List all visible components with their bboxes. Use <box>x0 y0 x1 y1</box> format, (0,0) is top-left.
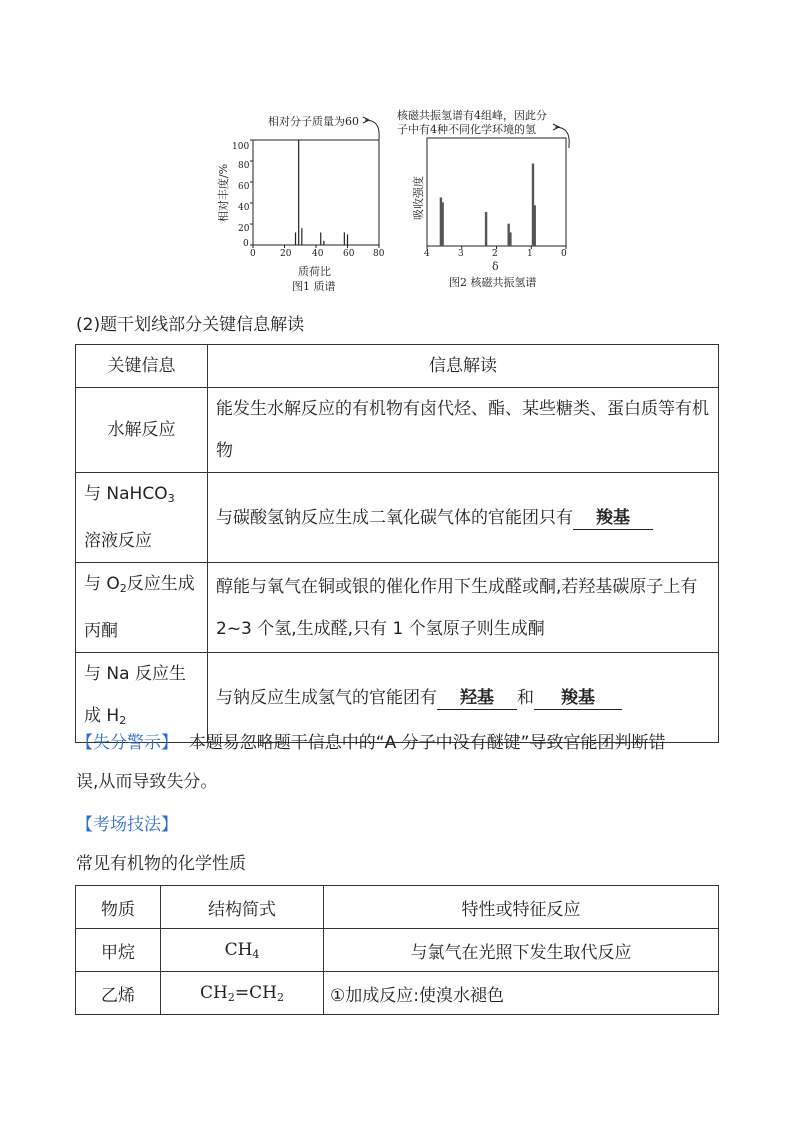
fig1-xtick: 40 <box>312 249 324 259</box>
fig1-caption: 图1 质谱 <box>292 280 336 293</box>
table-row <box>76 929 719 972</box>
table-header-row <box>76 345 719 388</box>
substance-name: 乙烯 <box>76 972 161 1015</box>
header-feature: 特性或特征反应 <box>324 886 719 929</box>
header-formula: 结构简式 <box>161 886 324 929</box>
fig1-xlabel: 质荷比 <box>298 265 331 278</box>
warning-line-1: 【失分警示】 本题易忽略题干信息中的“A 分子中没有醚键”导致官能团判断错 <box>76 733 666 753</box>
answer-blank: 羧基 <box>573 507 653 530</box>
feature: 与氯气在光照下发生取代反应 <box>324 929 719 972</box>
row-key: 与 Na 反应生成 $H_2$ <box>76 653 208 743</box>
table-row <box>76 563 719 653</box>
formula: $CH_4$ <box>161 929 324 972</box>
fig1-callout-line <box>365 120 379 148</box>
fig2-annotation-2: 子中有4种不同化学环境的氢 <box>397 123 536 136</box>
header-key: 关键信息 <box>76 345 208 388</box>
header-interp: 信息解读 <box>208 345 719 388</box>
fig1-xtick: 60 <box>343 249 355 259</box>
fig2-peak <box>485 212 487 246</box>
fig2-xlabel: δ <box>492 260 499 273</box>
row-text: 醇能与氧气在铜或银的催化作用下生成醛或酮,若羟基碳原子上有 2~3 个氢,生成醛,只有 1 个氢原子则生成酮 <box>208 563 719 653</box>
fig2-ylabel: 吸收强度 <box>412 176 425 220</box>
tips-label: 【考场技法】 <box>76 815 178 835</box>
fig1-bars <box>296 140 348 245</box>
fig2-annotation-1: 核磁共振氢谱有4组峰，因此分 <box>397 109 547 122</box>
header-substance: 物质 <box>76 886 161 929</box>
warning-label: 【失分警示】 <box>76 733 178 753</box>
fig1-xtick: 20 <box>280 249 292 259</box>
fig1-xtick: 0 <box>250 249 256 259</box>
fig2-peak <box>441 202 443 246</box>
formula: $CH_2=CH_2$ <box>161 972 324 1015</box>
fig2-xtick: 1 <box>527 249 533 259</box>
fig2-xtick: 4 <box>424 249 430 259</box>
fig1-ylabel: 相对丰度/% <box>217 163 230 223</box>
fig1-ytick: 80 <box>238 161 250 171</box>
table-row <box>76 473 719 563</box>
substance-name: 甲烷 <box>76 929 161 972</box>
table-row <box>76 388 719 473</box>
answer-blank: 羟基 <box>437 687 517 710</box>
fig2-xtick: 0 <box>561 249 567 259</box>
fig1-ytick: 20 <box>238 224 250 234</box>
fig2-bars <box>440 164 536 246</box>
key-info-table <box>75 344 719 743</box>
fig1-ytick: 100 <box>232 142 250 152</box>
row-key: 水解反应 <box>76 388 208 473</box>
fig2-peak <box>534 205 536 246</box>
answer-blank: 羧基 <box>534 687 622 710</box>
row-text: 与钠反应生成氢气的官能团有 羟基 和 羧基 <box>208 653 719 743</box>
row-text: 能发生水解反应的有机物有卤代烃、酯、某些糖类、蛋白质等有机物 <box>208 388 719 473</box>
tips-subtitle: 常见有机物的化学性质 <box>76 854 246 874</box>
row-text: 与碳酸氢钠反应生成二氧化碳气体的官能团只有 羧基 <box>208 473 719 563</box>
table-header-row <box>76 886 719 929</box>
fig2-svg <box>415 105 585 265</box>
fig1-ticks <box>250 140 379 248</box>
fig1-xtick: 80 <box>373 249 385 259</box>
fig1-ytick: 60 <box>238 182 250 192</box>
feature: ①加成反应:使溴水褪色 <box>324 972 719 1015</box>
fig1-annotation: 相对分子质量为60 <box>268 115 359 128</box>
warning-line-2: 误,从而导致失分。 <box>76 772 218 792</box>
fig1-frame <box>253 140 379 245</box>
section2-title: (2)题干划线部分关键信息解读 <box>76 315 305 335</box>
fig2-peak <box>509 232 511 246</box>
fig2-frame <box>427 138 566 246</box>
table-row <box>76 972 719 1015</box>
fig1-ytick: 40 <box>238 203 250 213</box>
row-key: 与 NaHCO$_3$ 溶液反应 <box>76 473 208 563</box>
fig1-ytick: 0 <box>243 239 249 249</box>
fig2-xtick: 2 <box>492 249 498 259</box>
fig2-xtick: 3 <box>458 249 464 259</box>
properties-table <box>75 885 719 1015</box>
row-key: 与 $O_2$反应生成丙酮 <box>76 563 208 653</box>
fig2-caption: 图2 核磁共振氢谱 <box>449 276 537 289</box>
